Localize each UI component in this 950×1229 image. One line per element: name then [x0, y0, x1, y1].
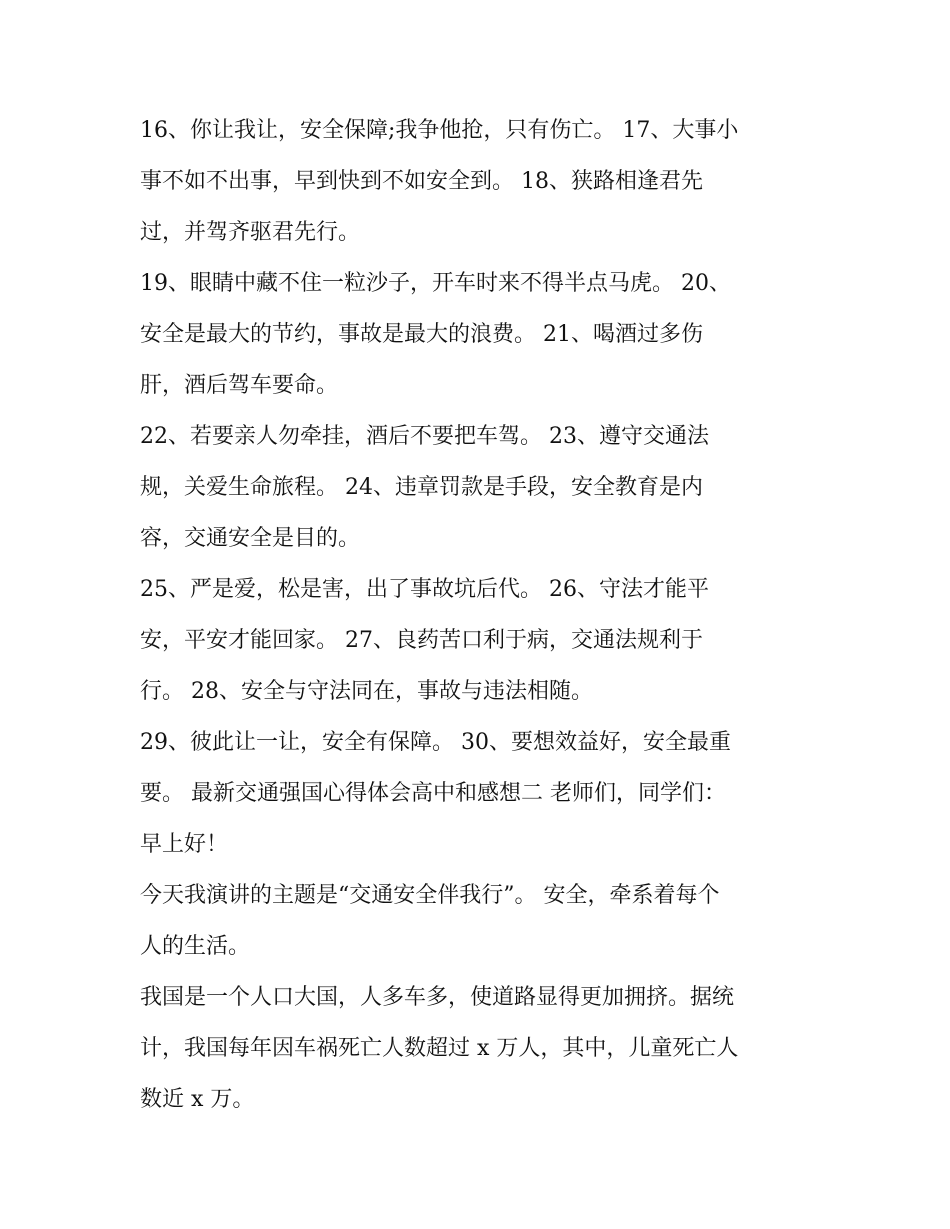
text-line: 安全是最大的节约，事故是最大的浪费。 21、喝酒过多伤 — [140, 322, 703, 347]
text-line: 计，我国每年因车祸死亡人数超过 x 万人，其中，儿童死亡人 — [140, 1036, 739, 1061]
text-line: 25、严是爱，松是害，出了事故坑后代。 26、守法才能平 — [140, 577, 709, 602]
text-line: 早上好！ — [140, 832, 229, 857]
paragraph-slogans-19-21 — [140, 258, 812, 411]
text-line: 22、若要亲人勿牵挂，酒后不要把车驾。 23、遵守交通法 — [140, 424, 709, 449]
text-line: 事不如不出事，早到快到不如安全到。 18、狭路相逢君先 — [140, 169, 703, 194]
paragraph-slogans-25-28 — [140, 564, 812, 717]
text-line: 19、眼睛中藏不住一粒沙子，开车时来不得半点马虎。 20、 — [140, 271, 731, 296]
paragraph-slogans-22-24 — [140, 411, 812, 564]
text-line: 容，交通安全是目的。 — [140, 526, 361, 551]
text-line: 安，平安才能回家。 27、良药苦口利于病，交通法规利于 — [140, 628, 703, 653]
text-line: 行。 28、安全与守法同在，事故与违法相随。 — [140, 679, 593, 704]
document-body — [140, 105, 812, 1125]
paragraph-statistics — [140, 972, 812, 1125]
text-line: 我国是一个人口大国，人多车多，使道路显得更加拥挤。据统 — [140, 985, 735, 1010]
text-line: 29、彼此让一让，安全有保障。 30、要想效益好，安全最重 — [140, 730, 731, 755]
text-line: 人的生活。 — [140, 934, 251, 959]
text-line: 肝，酒后驾车要命。 — [140, 373, 339, 398]
text-line: 数近 x 万。 — [140, 1087, 255, 1112]
text-line: 今天我演讲的主题是“交通安全伴我行”。 安全，牵系着每个 — [140, 883, 720, 908]
text-line: 要。 最新交通强国心得体会高中和感想二 老师们，同学们： — [140, 781, 726, 806]
paragraph-slogans-16-18 — [140, 105, 812, 258]
text-line: 规，关爱生命旅程。 24、违章罚款是手段，安全教育是内 — [140, 475, 703, 500]
text-line: 过，并驾齐驱君先行。 — [140, 220, 361, 245]
text-line: 16、你让我让，安全保障;我争他抢，只有伤亡。 17、大事小 — [140, 118, 739, 143]
paragraph-speech-topic — [140, 870, 812, 972]
paragraph-slogans-29-30-greeting — [140, 717, 812, 870]
